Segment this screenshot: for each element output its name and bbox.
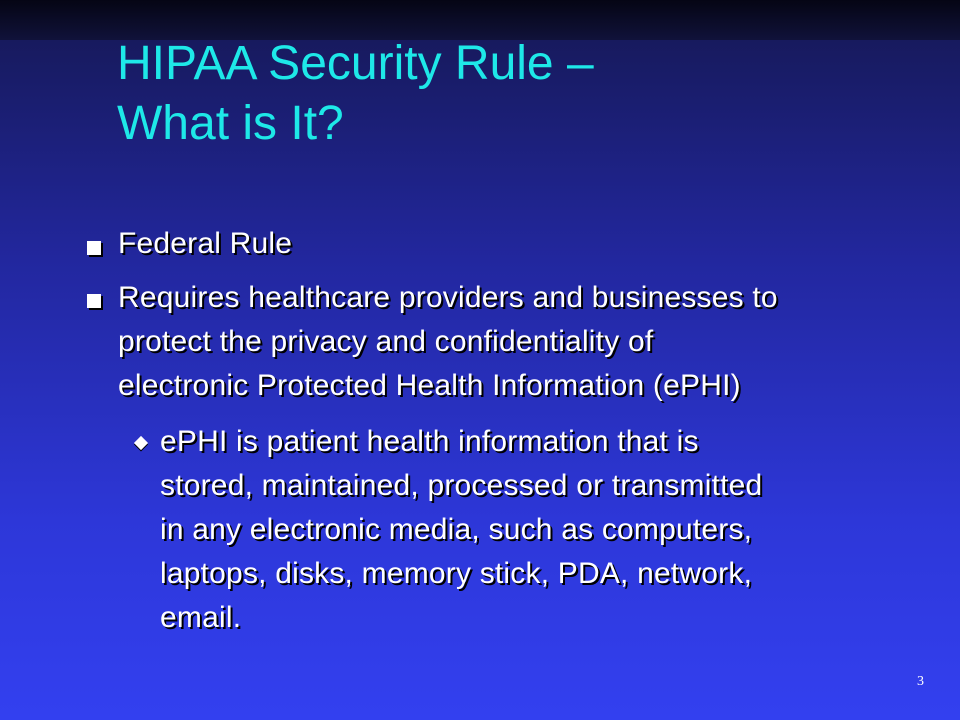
subbullet-line: in any electronic media, such as computers, [160,513,753,546]
slide-title-line-2: What is It? [117,97,344,150]
subbullet-line: email. [160,601,242,634]
page-number: 3 [917,674,924,689]
slide-title-line-1: HIPAA Security Rule – [117,37,594,90]
subbullet-line: stored, maintained, processed or transmitted [160,469,763,502]
bullet-line: Federal Rule [118,227,293,260]
bullet-line: Requires healthcare providers and businesses to [118,281,778,314]
slide-title [117,34,877,154]
square-bullet-icon [87,241,101,255]
subbullet-line: ePHI is patient health information that is [160,425,699,458]
bullet-requirements [118,276,908,408]
square-bullet-icon [87,294,101,308]
bullet-line: electronic Protected Health Information (ePHI) [118,369,741,402]
diamond-bullet-icon [134,436,148,450]
subbullet-line: laptops, disks, memory stick, PDA, network, [160,557,753,590]
bullet-federal-rule [118,222,908,266]
subbullet-ephi-definition [160,420,910,640]
bullet-line: protect the privacy and confidentiality of [118,325,654,358]
